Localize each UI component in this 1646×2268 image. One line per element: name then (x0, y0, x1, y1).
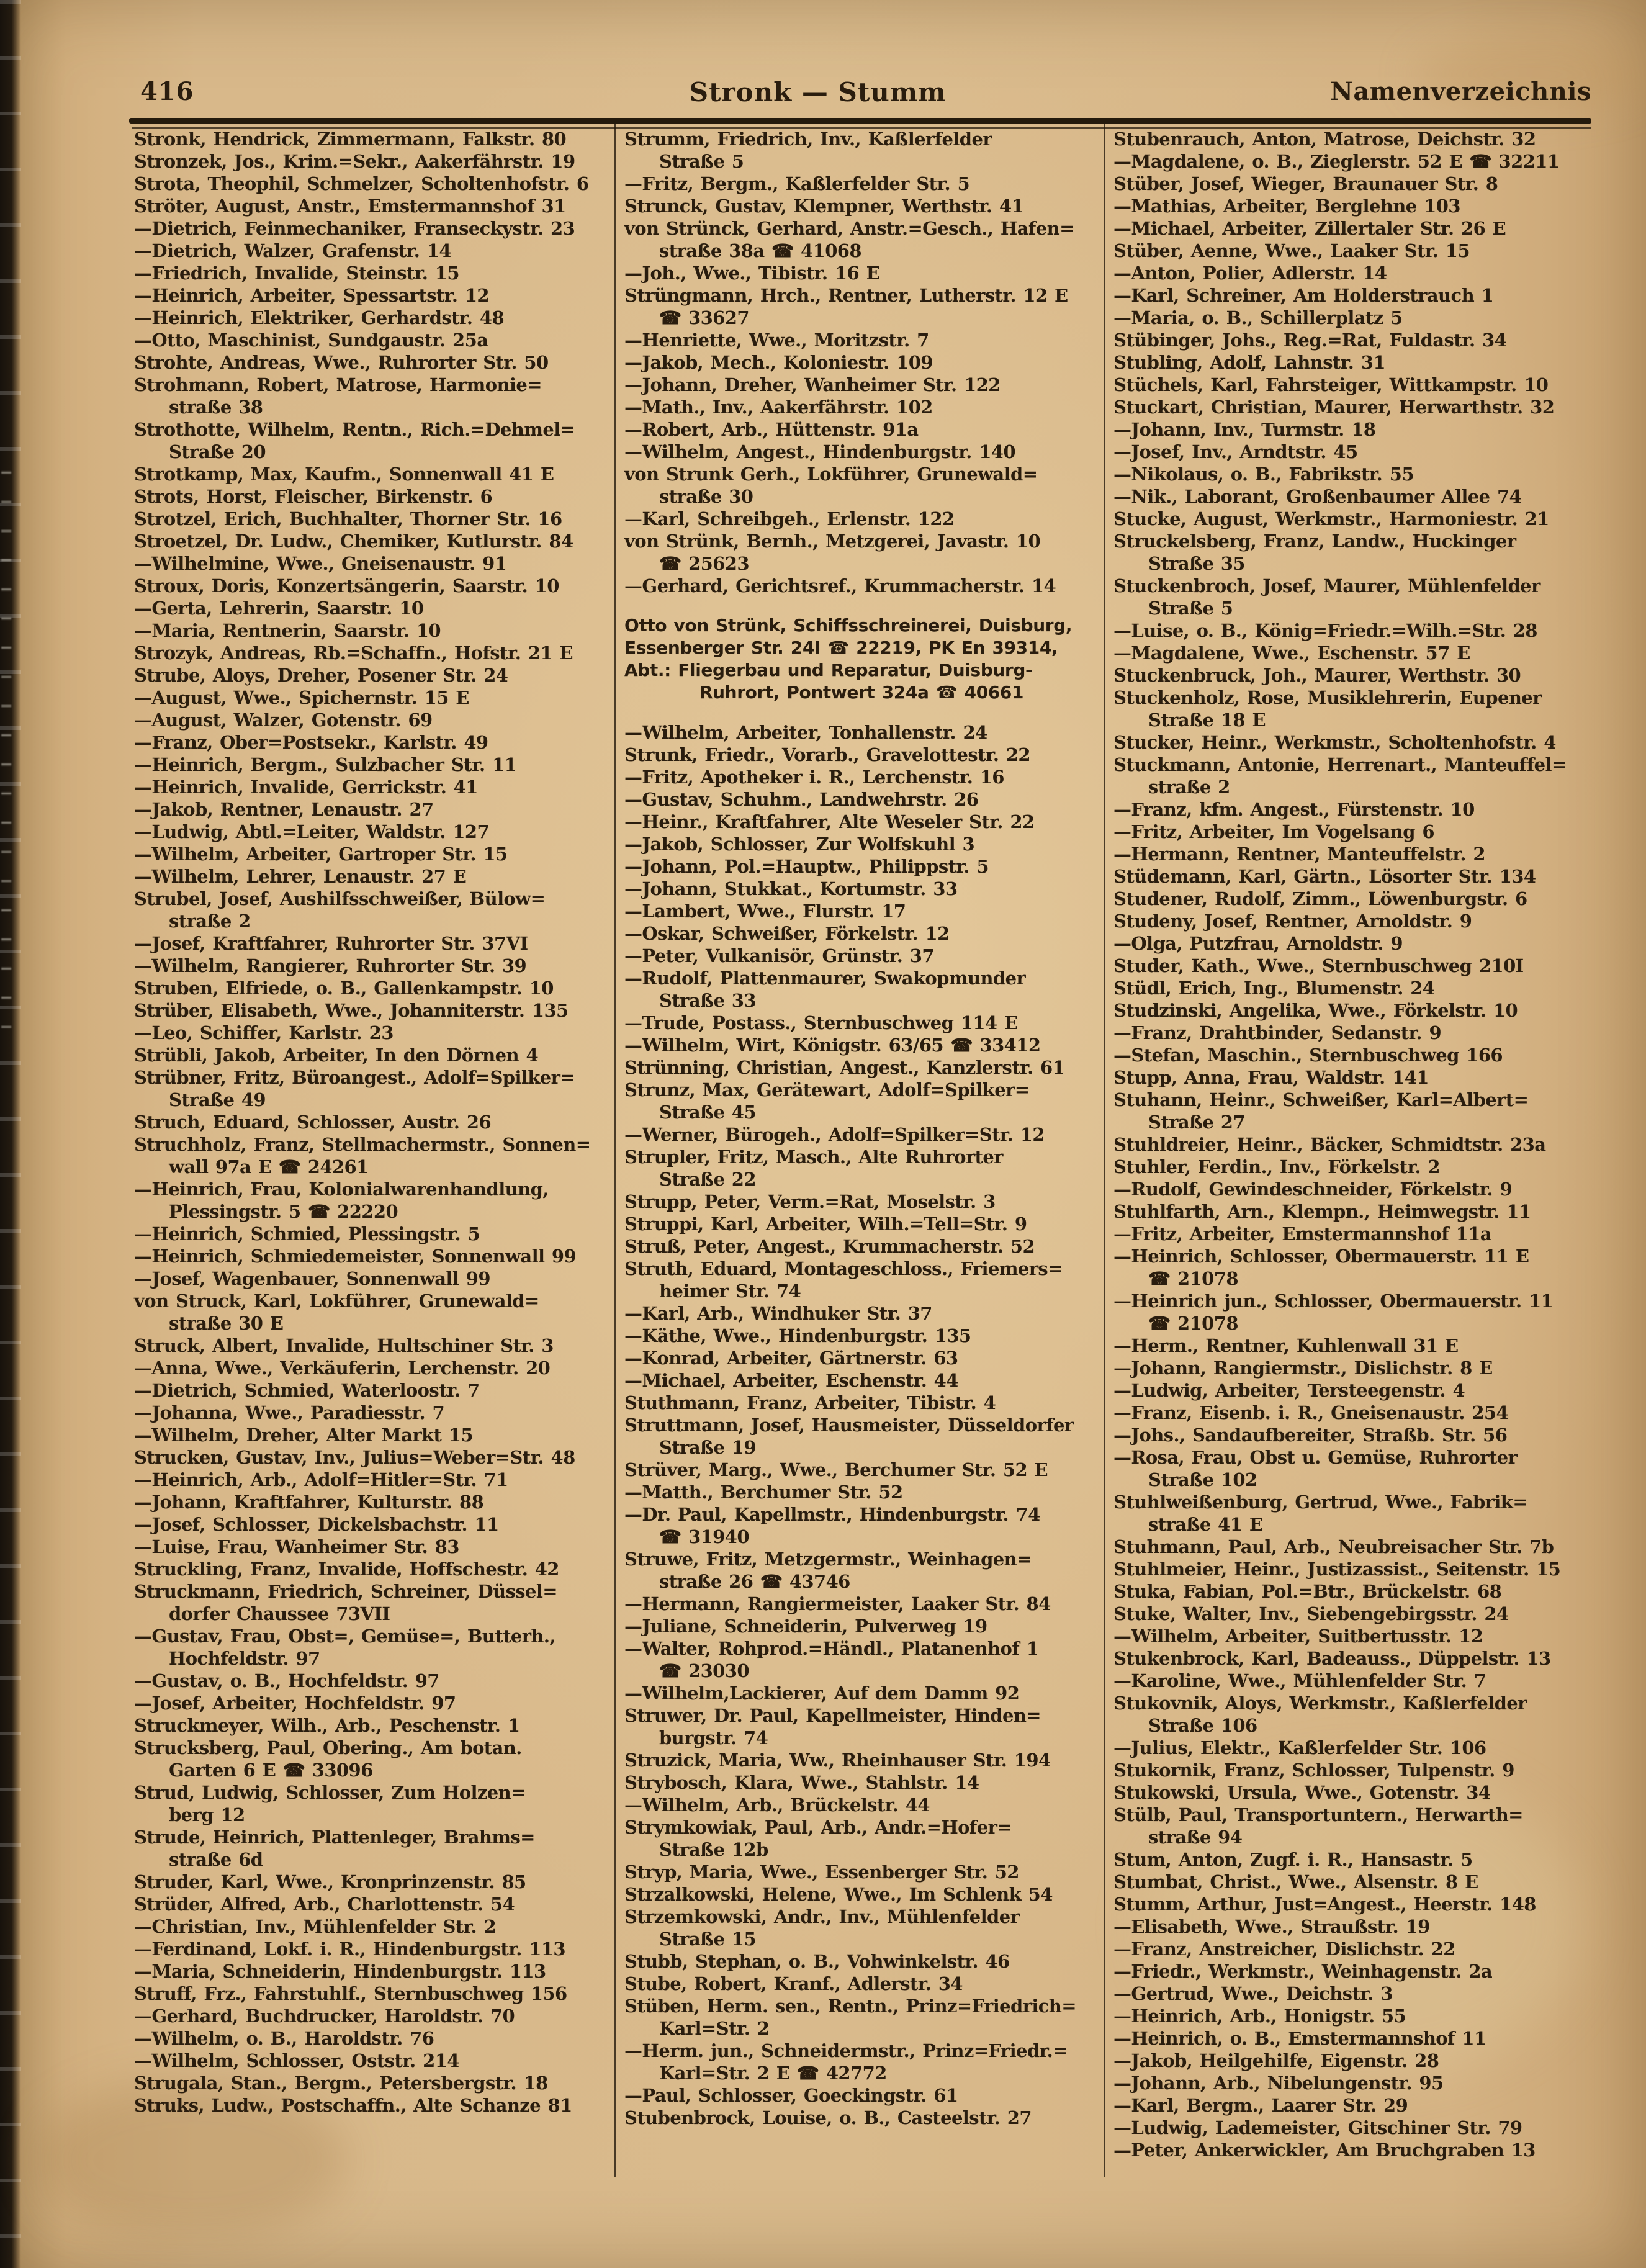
directory-entry: Strotzel, Erich, Buchhalter, Thorner Str. 16 (134, 508, 562, 529)
directory-entry: Stüdl, Erich, Ing., Blumenstr. 24 (1113, 978, 1435, 999)
directory-entry: straße 30 (659, 486, 753, 507)
directory-entry: Strubel, Josef, Aushilfsschweißer, Bülow= (134, 888, 546, 909)
directory-entry: Straße 35 (1148, 553, 1245, 574)
directory-entry: Stucke, August, Werkmstr., Harmoniestr. 21 (1113, 508, 1549, 529)
directory-entry: Stumm, Arthur, Just=Angest., Heerstr. 148 (1113, 1894, 1536, 1915)
directory-entry: Strotkamp, Max, Kaufm., Sonnenwall 41 E (134, 464, 554, 485)
directory-entry: Strohte, Andreas, Wwe., Ruhrorter Str. 50 (134, 352, 549, 373)
directory-entry: Strunz, Max, Gerätewart, Adolf=Spilker= (624, 1079, 1030, 1100)
directory-entry: Stronk, Hendrick, Zimmermann, Falkstr. 80 (134, 128, 567, 150)
directory-entry: Straße 18 E (1148, 709, 1266, 731)
directory-entry: —Gerta, Lehrerin, Saarstr. 10 (134, 598, 424, 619)
directory-entry: Strumm, Friedrich, Inv., Kaßlerfelder (624, 128, 992, 150)
directory-entry: —Hermann, Rangiermeister, Laaker Str. 84 (624, 1593, 1051, 1614)
directory-entry: —Michael, Arbeiter, Zillertaler Str. 26 E (1113, 218, 1506, 239)
directory-entry: Studzinski, Angelika, Wwe., Förkelstr. 10 (1113, 1000, 1518, 1021)
directory-entry: —Gerhard, Buchdrucker, Haroldstr. 70 (134, 2005, 515, 2027)
directory-entry: Struckmeyer, Wilh., Arb., Peschenstr. 1 (134, 1715, 520, 1736)
directory-entry: Stuckenbroch, Josef, Maurer, Mühlenfelder (1113, 575, 1540, 596)
directory-entry: Struzick, Maria, Ww., Rheinhauser Str. 194 (624, 1750, 1051, 1771)
directory-entry: ☎ 21078 (1148, 1268, 1238, 1289)
directory-entry: —Heinrich, Arbeiter, Spessartstr. 12 (134, 285, 489, 306)
directory-entry: —Otto, Maschinist, Sundgaustr. 25a (134, 330, 488, 351)
directory-entry: Struck, Albert, Invalide, Hultschiner Str. 3 (134, 1335, 554, 1356)
directory-entry: von Strunk Gerh., Lokführer, Grunewald= (624, 464, 1038, 485)
directory-entry: Strota, Theophil, Schmelzer, Scholtenhofstr. 6 (134, 173, 589, 194)
directory-entry: straße 94 (1148, 1827, 1243, 1848)
directory-entry: Stüber, Josef, Wieger, Braunauer Str. 8 (1113, 173, 1498, 194)
directory-entry: Stuckenbruck, Joh., Maurer, Werthstr. 30 (1113, 665, 1521, 686)
directory-entry: Straße 106 (1148, 1715, 1257, 1736)
directory-entry: Straße 22 (659, 1169, 756, 1190)
directory-entry: Strünning, Christian, Angest., Kanzlerstr. 61 (624, 1057, 1065, 1078)
directory-entry: —Julius, Elektr., Kaßlerfelder Str. 106 (1113, 1737, 1486, 1758)
directory-entry: —Wilhelm,Lackierer, Auf dem Damm 92 (624, 1683, 1020, 1704)
directory-entry: —Dietrich, Walzer, Grafenstr. 14 (134, 240, 451, 261)
directory-entry: —Wilhelm, Arbeiter, Suitbertusstr. 12 (1113, 1626, 1483, 1647)
directory-entry: —Jakob, Rentner, Lenaustr. 27 (134, 799, 434, 820)
directory-entry: Strud, Ludwig, Schlosser, Zum Holzen= (134, 1782, 526, 1803)
directory-entry: —Hermann, Rentner, Manteuffelstr. 2 (1113, 844, 1485, 865)
directory-entry: —Gertrud, Wwe., Deichstr. 3 (1113, 1983, 1393, 2004)
directory-entry: Stupp, Anna, Frau, Waldstr. 141 (1113, 1067, 1429, 1088)
directory-entry: Strots, Horst, Fleischer, Birkenstr. 6 (134, 486, 493, 507)
directory-entry: Stukenbrock, Karl, Badeauss., Düppelstr. 13 (1113, 1648, 1551, 1669)
directory-entry: —Franz, Eisenb. i. R., Gneisenaustr. 254 (1113, 1402, 1509, 1423)
directory-entry: —Heinrich, Arb., Honigstr. 55 (1113, 2005, 1406, 2027)
directory-entry: Struder, Karl, Wwe., Kronprinzenstr. 85 (134, 1871, 526, 1892)
directory-entry: —Heinrich, Schlosser, Obermauerstr. 11 E (1113, 1246, 1529, 1267)
directory-entry: —Luise, Frau, Wanheimer Str. 83 (134, 1536, 459, 1557)
directory-entry: —Ludwig, Lademeister, Gitschiner Str. 79 (1113, 2117, 1522, 2138)
directory-entry: berg 12 (169, 1804, 245, 1825)
directory-entry: —Wilhelm, o. B., Haroldstr. 76 (134, 2028, 434, 2049)
advertisement-line: Otto von Strünk, Schiffsschreinerei, Duisburg, (624, 615, 1073, 636)
directory-entry: Stülb, Paul, Transportuntern., Herwarth= (1113, 1804, 1523, 1825)
directory-entry: wall 97a E ☎ 24261 (169, 1156, 369, 1177)
directory-entry: —Gustav, o. B., Hochfeldstr. 97 (134, 1670, 439, 1691)
directory-entry: Struks, Ludw., Postschaffn., Alte Schanze 81 (134, 2095, 572, 2116)
directory-entry: —Heinrich jun., Schlosser, Obermauerstr. 11 (1113, 1290, 1554, 1312)
directory-entry: Stubb, Stephan, o. B., Vohwinkelstr. 46 (624, 1951, 1010, 1972)
directory-entry: —Peter, Vulkanisör, Grünstr. 37 (624, 945, 934, 966)
directory-entry: Struckmann, Friedrich, Schreiner, Düssel= (134, 1581, 558, 1602)
directory-entry: —Konrad, Arbeiter, Gärtnerstr. 63 (624, 1348, 958, 1369)
directory-entry: Strüngmann, Hrch., Rentner, Lutherstr. 12 E (624, 285, 1068, 306)
directory-entry: —Heinrich, Frau, Kolonialwarenhandlung, (134, 1179, 549, 1200)
column-divider-2 (1104, 122, 1105, 2177)
directory-entry: Straße 12b (659, 1839, 768, 1860)
directory-entry: —Joh., Wwe., Tibistr. 16 E (624, 263, 880, 284)
directory-column-2 (624, 128, 1099, 2129)
directory-entry: Stubenrauch, Anton, Matrose, Deichstr. 32 (1113, 128, 1536, 150)
directory-entry: —Gustav, Schuhm., Landwehrstr. 26 (624, 789, 979, 810)
directory-entry: —Werner, Bürogeh., Adolf=Spilker=Str. 12 (624, 1124, 1045, 1145)
binding-edge (0, 0, 21, 2268)
directory-entry: —Henriette, Wwe., Moritzstr. 7 (624, 330, 929, 351)
directory-entry: —Herm. jun., Schneidermstr., Prinz=Friedr.= (624, 2040, 1068, 2061)
directory-entry: —Josef, Kraftfahrer, Ruhrorter Str. 37VI (134, 933, 528, 954)
directory-entry: Stuhann, Heinr., Schweißer, Karl=Albert= (1113, 1089, 1529, 1110)
directory-entry: Stuhler, Ferdin., Inv., Förkelstr. 2 (1113, 1156, 1440, 1177)
directory-entry: —Gustav, Frau, Obst=, Gemüse=, Butterh., (134, 1626, 555, 1647)
directory-entry: Strohmann, Robert, Matrose, Harmonie= (134, 374, 542, 395)
directory-entry: —Math., Inv., Aakerfährstr. 102 (624, 397, 933, 418)
directory-entry: —Fritz, Bergm., Kaßlerfelder Str. 5 (624, 173, 970, 194)
directory-entry: —Johann, Rangiermstr., Dislichstr. 8 E (1113, 1357, 1493, 1379)
directory-entry: —Gerhard, Gerichtsref., Krummacherstr. 14 (624, 575, 1056, 596)
directory-entry: —Anton, Polier, Adlerstr. 14 (1113, 263, 1387, 284)
directory-entry: —Wilhelm, Schlosser, Oststr. 214 (134, 2050, 459, 2071)
directory-entry: —Oskar, Schweißer, Förkelstr. 12 (624, 923, 950, 944)
advertisement-line: Ruhrort, Pontwert 324a ☎ 40661 (699, 682, 1024, 703)
directory-entry: Stuhlfarth, Arn., Klempn., Heimwegstr. 11 (1113, 1201, 1531, 1222)
directory-entry: —Karl, Bergm., Laarer Str. 29 (1113, 2095, 1408, 2116)
directory-entry: Strunck, Gustav, Klempner, Werthstr. 41 (624, 196, 1024, 217)
directory-entry: von Strünk, Bernh., Metzgerei, Javastr. 10 (624, 531, 1041, 552)
directory-entry: Strucken, Gustav, Inv., Julius=Weber=Str. 48 (134, 1447, 575, 1468)
directory-entry: —Karoline, Wwe., Mühlenfelder Str. 7 (1113, 1670, 1486, 1691)
directory-entry: Stüdemann, Karl, Gärtn., Lösorter Str. 134 (1113, 866, 1536, 887)
directory-entry: —Jakob, Heilgehilfe, Eigenstr. 28 (1113, 2050, 1439, 2071)
directory-entry: —Heinrich, Schmiedemeister, Sonnenwall 99 (134, 1246, 577, 1267)
directory-entry: Struchholz, Franz, Stellmachermstr., Sonnen= (134, 1134, 591, 1155)
directory-entry: straße 2 (1148, 776, 1230, 798)
directory-entry: Stukowski, Ursula, Wwe., Gotenstr. 34 (1113, 1782, 1491, 1803)
directory-entry: —Dr. Paul, Kapellmstr., Hindenburgstr. 74 (624, 1504, 1040, 1525)
directory-entry: —Lambert, Wwe., Flurstr. 17 (624, 901, 906, 922)
advertisement-line: Abt.: Fliegerbau und Reparatur, Duisburg- (624, 660, 1033, 680)
directory-entry: —Heinrich, Invalide, Gerrickstr. 41 (134, 776, 478, 798)
directory-entry: Stumbat, Christ., Wwe., Alsenstr. 8 E (1113, 1871, 1478, 1892)
directory-entry: Stum, Anton, Zugf. i. R., Hansastr. 5 (1113, 1849, 1473, 1870)
directory-entry: Struwer, Dr. Paul, Kapellmeister, Hinden= (624, 1705, 1041, 1726)
scan-edge-streaks (1, 472, 11, 1030)
directory-entry: —Trude, Postass., Sternbuschweg 114 E (624, 1012, 1018, 1033)
directory-entry: —Fritz, Arbeiter, Emstermannshof 11a (1113, 1223, 1491, 1244)
directory-entry: —Jakob, Schlosser, Zur Wolfskuhl 3 (624, 834, 975, 855)
directory-entry: Stubenbrock, Louise, o. B., Casteelstr. 27 (624, 2107, 1032, 2128)
section-title: Namenverzeichnis (1330, 77, 1591, 106)
directory-entry: Strübner, Fritz, Büroangest., Adolf=Spilker= (134, 1067, 575, 1088)
directory-entry: —Johann, Arb., Nibelungenstr. 95 (1113, 2072, 1444, 2094)
directory-entry: Straße 27 (1148, 1112, 1245, 1133)
directory-entry: —Friedrich, Invalide, Steinstr. 15 (134, 263, 459, 284)
directory-entry: Strozyk, Andreas, Rb.=Schaffn., Hofstr. 21 E (134, 642, 573, 664)
directory-entry: —Wilhelm, Dreher, Alter Markt 15 (134, 1424, 473, 1446)
directory-entry: Studer, Kath., Wwe., Sternbuschweg 210I (1113, 955, 1524, 976)
directory-entry: —Fritz, Apotheker i. R., Lerchenstr. 16 (624, 767, 1004, 788)
directory-entry: straße 2 (169, 911, 251, 932)
directory-entry: von Strünck, Gerhard, Anstr.=Gesch., Hafen= (624, 218, 1074, 239)
directory-entry: Stucker, Heinr., Werkmstr., Scholtenhofstr. 4 (1113, 732, 1556, 753)
directory-entry: Studeny, Josef, Rentner, Arnoldstr. 9 (1113, 911, 1472, 932)
directory-entry: —Wilhelm, Lehrer, Lenaustr. 27 E (134, 866, 467, 887)
directory-entry: Stuhmann, Paul, Arb., Neubreisacher Str. 7b (1113, 1536, 1554, 1557)
directory-entry: Straße 49 (169, 1089, 266, 1110)
directory-entry: —Johann, Inv., Turmstr. 18 (1113, 419, 1376, 440)
directory-entry: straße 38 (169, 397, 263, 418)
directory-entry: —Franz, kfm. Angest., Fürstenstr. 10 (1113, 799, 1475, 820)
directory-entry: —Maria, Schneiderin, Hindenburgstr. 113 (134, 1961, 546, 1982)
directory-entry: —Luise, o. B., König=Friedr.=Wilh.=Str. 28 (1113, 620, 1537, 641)
directory-entry: —Wilhelm, Angest., Hindenburgstr. 140 (624, 441, 1015, 462)
directory-entry: Stübinger, Johs., Reg.=Rat, Fuldastr. 34 (1113, 330, 1507, 351)
directory-entry: straße 26 ☎ 43746 (659, 1571, 850, 1592)
directory-entry: Stroux, Doris, Konzertsängerin, Saarstr. 10 (134, 575, 559, 596)
directory-entry: Strübli, Jakob, Arbeiter, In den Dörnen 4 (134, 1045, 539, 1066)
directory-entry: Strupler, Fritz, Masch., Alte Ruhrorter (624, 1146, 1003, 1168)
directory-entry: —Dietrich, Feinmechaniker, Franseckystr. 23 (134, 218, 575, 239)
directory-entry: —Rosa, Frau, Obst u. Gemüse, Ruhrorter (1113, 1447, 1518, 1468)
directory-entry: —Franz, Drahtbinder, Sedanstr. 9 (1113, 1022, 1442, 1043)
directory-entry: —Heinrich, Schmied, Plessingstr. 5 (134, 1223, 480, 1244)
directory-entry: Ströter, August, Anstr., Emstermannshof 31 (134, 196, 566, 217)
directory-entry: Struben, Elfriede, o. B., Gallenkampstr. 10 (134, 978, 554, 999)
directory-entry: —Leo, Schiffer, Karlstr. 23 (134, 1022, 394, 1043)
directory-entry: Stuhldreier, Heinr., Bäcker, Schmidtstr. 23a (1113, 1134, 1546, 1155)
directory-entry: ☎ 21078 (1148, 1313, 1238, 1334)
directory-entry: Studener, Rudolf, Zimm., Löwenburgstr. 6 (1113, 888, 1527, 909)
directory-entry: —Nik., Laborant, Großenbaumer Allee 74 (1113, 486, 1522, 507)
directory-entry: Struckelsberg, Franz, Landw., Huckinger (1113, 531, 1516, 552)
directory-entry: Karl=Str. 2 E ☎ 42772 (659, 2063, 887, 2084)
page-number: 416 (140, 77, 194, 106)
directory-entry: von Struck, Karl, Lokführer, Grunewald= (134, 1290, 539, 1312)
directory-entry: —August, Walzer, Gotenstr. 69 (134, 709, 433, 731)
directory-entry: Stube, Robert, Kranf., Adlerstr. 34 (624, 1973, 963, 1994)
directory-entry: straße 38a ☎ 41068 (659, 240, 861, 261)
directory-entry: —Fritz, Arbeiter, Im Vogelsang 6 (1113, 821, 1434, 842)
directory-entry: —Heinrich, Bergm., Sulzbacher Str. 11 (134, 754, 517, 775)
directory-entry: —Karl, Arb., Windhuker Str. 37 (624, 1303, 932, 1324)
directory-entry: Struth, Eduard, Montageschloss., Friemers= (624, 1258, 1063, 1279)
directory-entry: —Magdalene, o. B., Zieglerstr. 52 E ☎ 32211 (1113, 151, 1560, 172)
directory-entry: —Herm., Rentner, Kuhlenwall 31 E (1113, 1335, 1459, 1356)
directory-entry: Stuckmann, Antonie, Herrenart., Manteuffel= (1113, 754, 1567, 775)
directory-entry: Stuke, Walter, Inv., Siebengebirgsstr. 24 (1113, 1603, 1509, 1624)
directory-entry: —Josef, Inv., Arndtstr. 45 (1113, 441, 1358, 462)
directory-entry: Struppi, Karl, Arbeiter, Wilh.=Tell=Str. 9 (624, 1213, 1027, 1235)
directory-entry: —Heinrich, o. B., Emstermannshof 11 (1113, 2028, 1486, 2049)
directory-entry: Stuhlmeier, Heinr., Justizassist., Seitenstr. 15 (1113, 1559, 1561, 1580)
directory-entry: —Josef, Arbeiter, Hochfeldstr. 97 (134, 1693, 456, 1714)
directory-entry: Struwe, Fritz, Metzgermstr., Weinhagen= (624, 1549, 1032, 1570)
directory-entry: Stroetzel, Dr. Ludw., Chemiker, Kutlurstr. 84 (134, 531, 573, 552)
directory-entry: —Karl, Schreiner, Am Holderstrauch 1 (1113, 285, 1494, 306)
directory-entry: —Wilhelm, Arbeiter, Gartroper Str. 15 (134, 844, 508, 865)
directory-entry: Struß, Peter, Angest., Krummacherstr. 52 (624, 1236, 1035, 1257)
directory-entry: Strube, Aloys, Dreher, Posener Str. 24 (134, 665, 508, 686)
directory-entry: —Olga, Putzfrau, Arnoldstr. 9 (1113, 933, 1403, 954)
directory-entry: Struttmann, Josef, Hausmeister, Düsseldorfer (624, 1415, 1074, 1436)
directory-entry: Strymkowiak, Paul, Arb., Andr.=Hofer= (624, 1817, 1012, 1838)
advertisement-line: Essenberger Str. 24I ☎ 22219, PK En 39314, (624, 637, 1058, 658)
directory-entry: —Johann, Kraftfahrer, Kulturstr. 88 (134, 1492, 484, 1513)
directory-entry: —Stefan, Maschin., Sternbuschweg 166 (1113, 1045, 1503, 1066)
directory-entry: Stuthmann, Franz, Arbeiter, Tibistr. 4 (624, 1392, 996, 1413)
directory-entry: Strugala, Stan., Bergm., Petersbergstr. 18 (134, 2072, 548, 2094)
directory-entry: Stryp, Maria, Wwe., Essenberger Str. 52 (624, 1861, 1019, 1883)
directory-entry: —Johanna, Wwe., Paradiesstr. 7 (134, 1402, 445, 1423)
directory-entry: Straße 20 (169, 441, 266, 462)
directory-entry: —Käthe, Wwe., Hindenburgstr. 135 (624, 1325, 971, 1346)
directory-entry: Struff, Frz., Fahrstuhlf., Sternbuschweg 156 (134, 1983, 567, 2004)
directory-entry: —Dietrich, Schmied, Waterloostr. 7 (134, 1380, 480, 1401)
directory-entry: Struch, Eduard, Schlosser, Austr. 26 (134, 1112, 492, 1133)
directory-entry: Karl=Str. 2 (659, 2018, 770, 2039)
directory-entry: Garten 6 E ☎ 33096 (169, 1760, 373, 1781)
directory-entry: Stuckenholz, Rose, Musiklehrerin, Eupener (1113, 687, 1542, 708)
directory-entry: Stukornik, Franz, Schlosser, Tulpenstr. 9 (1113, 1760, 1514, 1781)
directory-entry: —Friedr., Werkmstr., Weinhagenstr. 2a (1113, 1961, 1493, 1982)
directory-entry: Plessingstr. 5 ☎ 22220 (169, 1201, 398, 1222)
directory-entry: —Heinr., Kraftfahrer, Alte Weseler Str. 22 (624, 811, 1035, 832)
directory-entry: Struckling, Franz, Invalide, Hoffschestr. 42 (134, 1559, 559, 1580)
directory-entry: Stuckart, Christian, Maurer, Herwarthstr. 32 (1113, 397, 1555, 418)
directory-entry: —Peter, Ankerwickler, Am Bruchgraben 13 (1113, 2140, 1536, 2161)
directory-entry: Strunk, Friedr., Vorarb., Gravelottestr. 22 (624, 744, 1031, 765)
directory-entry: —Wilhelm, Arb., Brückelstr. 44 (624, 1794, 930, 1816)
directory-entry: —Johann, Stukkat., Kortumstr. 33 (624, 878, 958, 899)
directory-column-1 (134, 128, 609, 2117)
directory-entry: —Jakob, Mech., Koloniestr. 109 (624, 352, 933, 373)
directory-entry: Stüber, Aenne, Wwe., Laaker Str. 15 (1113, 240, 1470, 261)
directory-entry: Strybosch, Klara, Wwe., Stahlstr. 14 (624, 1772, 979, 1793)
column-divider-1 (614, 122, 616, 2177)
directory-entry: Straße 33 (659, 990, 756, 1011)
directory-entry: Strupp, Peter, Verm.=Rat, Moselstr. 3 (624, 1191, 996, 1212)
directory-entry: —Johann, Dreher, Wanheimer Str. 122 (624, 374, 1001, 395)
directory-entry: Straße 102 (1148, 1469, 1257, 1490)
directory-entry: Strothotte, Wilhelm, Rentn., Rich.=Dehmel= (134, 419, 575, 440)
directory-entry: —Elisabeth, Wwe., Straußstr. 19 (1113, 1916, 1430, 1937)
directory-entry: —Ludwig, Abtl.=Leiter, Waldstr. 127 (134, 821, 490, 842)
directory-entry: Straße 19 (659, 1437, 756, 1458)
directory-entry: —Matth., Berchumer Str. 52 (624, 1482, 903, 1503)
directory-entry: —Franz, Ober=Postsekr., Karlstr. 49 (134, 732, 488, 753)
directory-entry: straße 41 E (1148, 1514, 1263, 1535)
directory-entry: —Michael, Arbeiter, Eschenstr. 44 (624, 1370, 958, 1391)
directory-entry: ☎ 31940 (659, 1526, 749, 1547)
directory-entry: —Mathias, Arbeiter, Berglehne 103 (1113, 196, 1460, 217)
directory-entry: —Anna, Wwe., Verkäuferin, Lerchenstr. 20 (134, 1357, 551, 1379)
directory-entry: straße 30 E (169, 1313, 284, 1334)
directory-entry: —Wilhelm, Rangierer, Ruhrorter Str. 39 (134, 955, 527, 976)
directory-entry: Stukovnik, Aloys, Werkmstr., Kaßlerfelder (1113, 1693, 1527, 1714)
directory-entry: Straße 5 (1148, 598, 1233, 619)
directory-entry: —Juliane, Schneiderin, Pulverweg 19 (624, 1616, 987, 1637)
directory-entry: —Johann, Pol.=Hauptw., Philippstr. 5 (624, 856, 989, 877)
directory-entry: —Ferdinand, Lokf. i. R., Hindenburgstr. 113 (134, 1938, 566, 1960)
directory-entry: —Christian, Inv., Mühlenfelder Str. 2 (134, 1916, 497, 1937)
directory-entry: Straße 15 (659, 1928, 756, 1950)
directory-entry: heimer Str. 74 (659, 1280, 801, 1302)
directory-entry: Stubling, Adolf, Lahnstr. 31 (1113, 352, 1385, 373)
directory-entry: Strzemkowski, Andr., Inv., Mühlenfelder (624, 1906, 1020, 1927)
directory-entry: Strude, Heinrich, Plattenleger, Brahms= (134, 1827, 535, 1848)
directory-entry: burgstr. 74 (659, 1727, 768, 1748)
directory-entry: straße 6d (169, 1849, 263, 1870)
directory-entry: —Robert, Arb., Hüttenstr. 91a (624, 419, 919, 440)
directory-entry: Strucksberg, Paul, Obering., Am botan. (134, 1737, 522, 1758)
directory-entry: Strüber, Elisabeth, Wwe., Johanniterstr. 135 (134, 1000, 569, 1021)
directory-entry: —Heinrich, Arb., Adolf=Hitler=Str. 71 (134, 1469, 508, 1490)
directory-entry: Stuhlweißenburg, Gertrud, Wwe., Fabrik= (1113, 1492, 1527, 1513)
directory-entry: —Rudolf, Gewindeschneider, Förkelstr. 9 (1113, 1179, 1513, 1200)
directory-entry: Strüder, Alfred, Arb., Charlottenstr. 54 (134, 1894, 515, 1915)
directory-entry: ☎ 25623 (659, 553, 749, 574)
directory-entry: Strzalkowski, Helene, Wwe., Im Schlenk 54 (624, 1884, 1053, 1905)
directory-entry: Hochfeldstr. 97 (169, 1648, 320, 1669)
directory-entry: Stüchels, Karl, Fahrsteiger, Wittkampstr. 10 (1113, 374, 1549, 395)
directory-entry: —Magdalene, Wwe., Eschenstr. 57 E (1113, 642, 1470, 664)
directory-entry: —Ludwig, Arbeiter, Tersteegenstr. 4 (1113, 1380, 1465, 1401)
directory-entry: Strüver, Marg., Wwe., Berchumer Str. 52 E (624, 1459, 1048, 1480)
directory-entry: Stuka, Fabian, Pol.=Btr., Brückelstr. 68 (1113, 1581, 1502, 1602)
directory-entry: —Wilhelmine, Wwe., Gneisenaustr. 91 (134, 553, 507, 574)
directory-entry: Stronzek, Jos., Krim.=Sekr., Aakerfährstr. 19 (134, 151, 575, 172)
header-rule-thick (129, 118, 1591, 124)
directory-entry: —Wilhelm, Arbeiter, Tonhallenstr. 24 (624, 722, 987, 743)
directory-entry: —Rudolf, Plattenmaurer, Swakopmunder (624, 968, 1026, 989)
directory-entry: Straße 5 (659, 151, 744, 172)
directory-entry: Stüben, Herm. sen., Rentn., Prinz=Friedrich= (624, 1996, 1076, 2017)
directory-entry: —Josef, Schlosser, Dickelsbachstr. 11 (134, 1514, 499, 1535)
directory-entry: Straße 45 (659, 1102, 756, 1123)
directory-entry: —Johs., Sandaufbereiter, Straßb. Str. 56 (1113, 1424, 1508, 1446)
directory-entry: —August, Wwe., Spichernstr. 15 E (134, 687, 469, 708)
directory-entry: dorfer Chaussee 73VII (169, 1603, 390, 1624)
directory-entry: —Heinrich, Elektriker, Gerhardstr. 48 (134, 307, 505, 328)
directory-entry: ☎ 33627 (659, 307, 749, 328)
directory-column-3 (1113, 128, 1586, 2161)
directory-entry: —Josef, Wagenbauer, Sonnenwall 99 (134, 1268, 490, 1289)
directory-entry: —Franz, Anstreicher, Dislichstr. 22 (1113, 1938, 1455, 1960)
directory-entry: —Paul, Schlosser, Goeckingstr. 61 (624, 2085, 958, 2106)
directory-entry: —Maria, o. B., Schillerplatz 5 (1113, 307, 1403, 328)
page-title: Stronk — Stumm (689, 77, 947, 107)
directory-entry: ☎ 23030 (659, 1660, 749, 1681)
directory-entry: —Nikolaus, o. B., Fabrikstr. 55 (1113, 464, 1414, 485)
directory-entry: —Walter, Rohprod.=Händl., Platanenhof 1 (624, 1638, 1039, 1659)
directory-entry: —Maria, Rentnerin, Saarstr. 10 (134, 620, 441, 641)
directory-entry: —Karl, Schreibgeh., Erlenstr. 122 (624, 508, 955, 529)
directory-entry: —Wilhelm, Wirt, Königstr. 63/65 ☎ 33412 (624, 1035, 1041, 1056)
